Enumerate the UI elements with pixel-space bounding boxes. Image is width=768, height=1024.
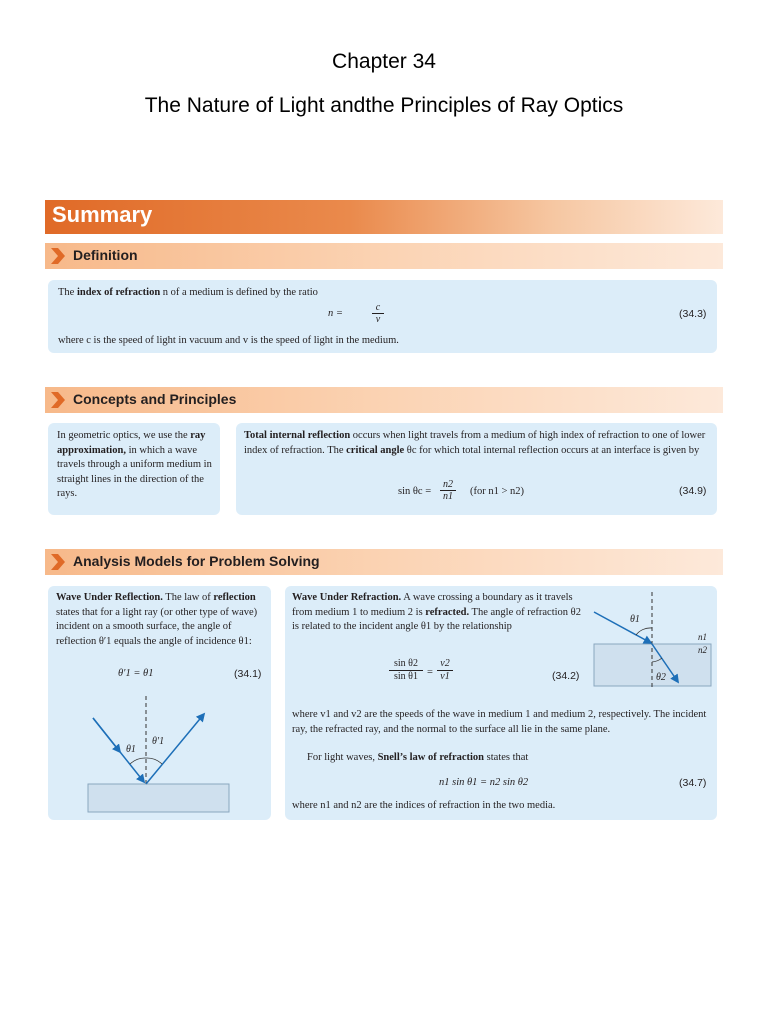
incident-ray xyxy=(594,612,651,643)
chevron-right-icon xyxy=(51,554,65,570)
summary-banner xyxy=(45,200,723,234)
critical-angle-fraction: n2 n1 xyxy=(440,479,456,502)
reflection-eq: θ′1 = θ1 xyxy=(118,668,154,679)
definition-eq-lhs: n = xyxy=(328,308,343,319)
definition-heading: Definition xyxy=(73,247,138,263)
incident-ray-arrow xyxy=(93,718,120,752)
analysis-header xyxy=(45,549,723,575)
theta1-prime-label: θ′1 xyxy=(152,736,165,747)
concepts-header xyxy=(45,387,723,413)
n1-label: n1 xyxy=(698,632,707,642)
snell-eq-number: (34.7) xyxy=(679,777,707,789)
reflecting-surface xyxy=(88,784,229,812)
theta1-label: θ1 xyxy=(126,744,136,755)
concepts-right-box xyxy=(236,423,717,515)
definition-box xyxy=(48,280,717,353)
chevron-right-icon xyxy=(51,392,65,408)
critical-angle-condition: (for n1 > n2) xyxy=(470,486,525,497)
definition-eq-fraction: c v xyxy=(372,302,384,325)
refraction-para-4: where n1 and n2 are the indices of refraction in the two media. xyxy=(292,800,556,811)
snell-equation: n1 sin θ1 = n2 sin θ2 xyxy=(439,777,529,788)
reflection-eq-number: (34.1) xyxy=(234,668,262,680)
ray-approximation-text: In geometric optics, we use the ray approximation, in which a wave travels through a uniform medium in straight lines in the direction of the rays. xyxy=(57,430,212,499)
reflection-text: Wave Under Reflection. The law of reflection states that for a light ray (or other type of wave) incident on a smooth surface, the angle of reflection θ′1 equals the angle of incidence θ1: xyxy=(56,592,258,647)
critical-angle-eq-lhs: sin θc = xyxy=(398,486,432,497)
refraction-eq-left: sin θ2 sin θ1 xyxy=(389,658,423,683)
refraction-eq-right: v2 v1 xyxy=(437,658,453,683)
concepts-left-box xyxy=(48,423,220,515)
theta1-label: θ1 xyxy=(630,614,640,625)
reflected-angle-arc xyxy=(146,758,162,764)
concepts-heading: Concepts and Principles xyxy=(73,391,237,407)
refraction-eq-equals: = xyxy=(427,667,433,678)
reflection-box xyxy=(48,586,271,820)
critical-angle-eq-number: (34.9) xyxy=(679,485,707,497)
definition-header xyxy=(45,243,723,269)
refraction-text: Wave Under Refraction. A wave crossing a boundary as it travels from medium 1 to medium 2 is refracted. The angle of refraction θ2 is related to the incident angle θ1 by the relationship xyxy=(292,592,581,632)
definition-line-1: The index of refraction n of a medium is defined by the ratio xyxy=(58,287,318,298)
definition-eq-number: (34.3) xyxy=(679,308,707,320)
total-internal-reflection-text: Total internal reflection occurs when light travels from a medium of high index of refraction to one of lower index of refraction. The critical angle θc for which total internal reflection occurs at an interface is given by xyxy=(244,430,706,456)
analysis-heading: Analysis Models for Problem Solving xyxy=(73,553,320,569)
refraction-para-2: where v1 and v2 are the speeds of the wave in medium 1 and medium 2, respectively. The incident ray, the refracted ray, and the normal to the surface all lie in the same plane. xyxy=(292,709,707,735)
chevron-right-icon xyxy=(51,248,65,264)
summary-heading: Summary xyxy=(52,202,153,227)
refraction-box xyxy=(285,586,717,820)
reflection-diagram xyxy=(48,696,271,820)
n2-label: n2 xyxy=(698,645,707,655)
refraction-diagram xyxy=(590,592,715,692)
chapter-number: Chapter 34 xyxy=(332,50,436,73)
reflected-ray xyxy=(146,714,204,784)
refraction-para-3: For light waves, Snell’s law of refraction states that xyxy=(307,752,529,763)
theta1-arc xyxy=(636,628,652,635)
refraction-eq-number: (34.2) xyxy=(552,670,580,682)
definition-line-2: where c is the speed of light in vacuum and v is the speed of light in the medium. xyxy=(58,335,399,346)
chapter-title: The Nature of Light andthe Principles of Ray Optics xyxy=(144,94,624,117)
theta2-label: θ2 xyxy=(656,672,666,683)
incident-angle-arc xyxy=(130,758,146,764)
